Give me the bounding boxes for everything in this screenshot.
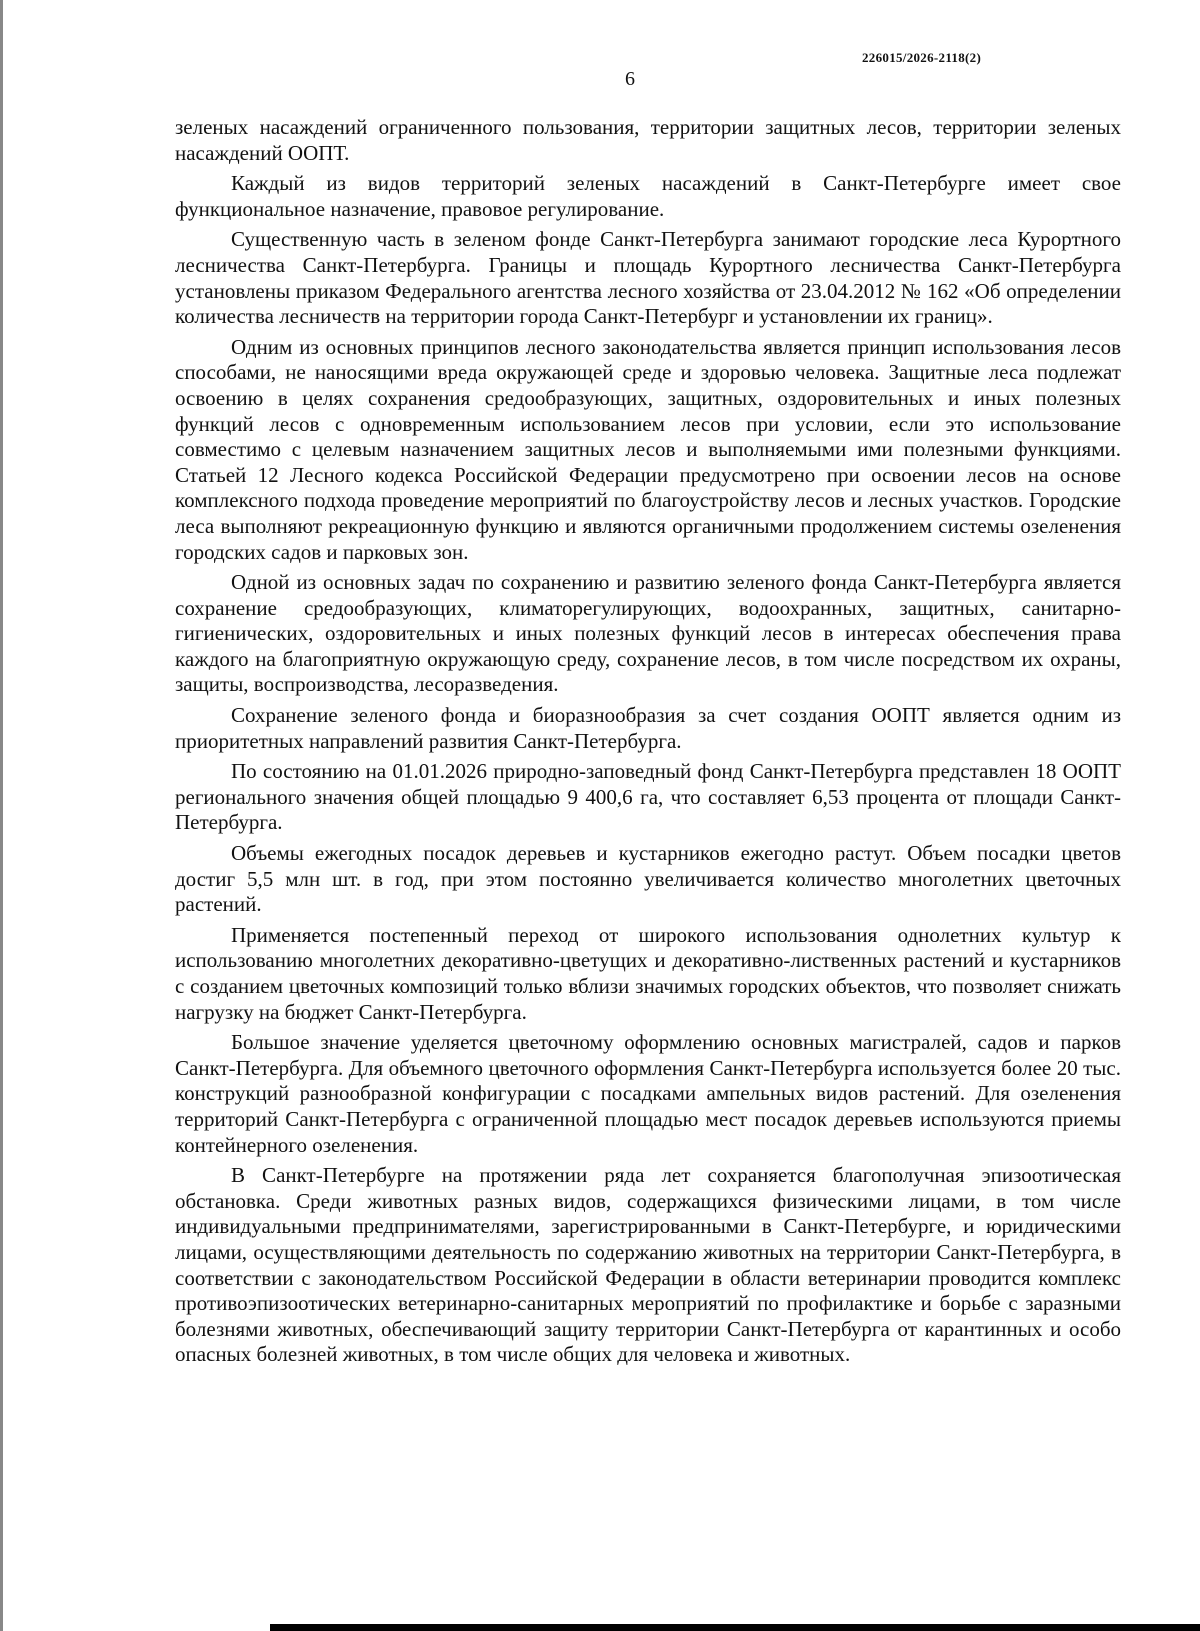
paragraph: Одним из основных принципов лесного законодательства является принцип использования лесов способами, не наносящими вреда окружающей среде и здоровью человека. Защитные леса подлежат освоению в целях сохранения средообразующих, защитных, оздоровительных и иных полезных функций лесов с одновременным использованием лесов при условии, если это использование совместимо с целевым назначением защитных лесов и выполняемыми ими полезными функциями. Статьей 12 Лесного кодекса Российской Федерации предусмотрено при освоении лесов на основе комплексного подхода проведение мероприятий по благоустройству лесов и лесных участков. Городские леса выполняют рекреационную функцию и являются органичными продолжением системы озеленения городских садов и парковых зон.: [175, 334, 1121, 564]
scan-edge-bottom: [270, 1624, 1200, 1631]
paragraph: Объемы ежегодных посадок деревьев и кустарников ежегодно растут. Объем посадки цветов достиг 5,5 млн шт. в год, при этом постоянно увеличивается количество многолетних цветочных растений.: [175, 841, 1121, 917]
paragraph: Каждый из видов территорий зеленых насаждений в Санкт-Петербурге имеет свое функциональное назначение, правовое регулирование.: [175, 171, 1121, 221]
document-registration-number: 226015/2026-2118(2): [862, 50, 982, 65]
paragraph-continued: зеленых насаждений ограниченного пользования, территории защитных лесов, территории зеленых насаждений ООПТ.: [175, 115, 1121, 165]
paragraph: По состоянию на 01.01.2026 природно-заповедный фонд Санкт-Петербурга представлен 18 ООПТ регионального значения общей площадью 9 400,6 га, что составляет 6,53 процента от площади Санкт-Петербурга.: [175, 759, 1121, 835]
paragraph: Существенную часть в зеленом фонде Санкт-Петербурга занимают городские леса Курортного лесничества Санкт-Петербурга. Границы и площадь Курортного лесничества Санкт-Петербурга установлены приказом Федерального агентства лесного хозяйства от 23.04.2012 № 162 «Об определении количества лесничеств на территории города Санкт-Петербург и установлении их границ».: [175, 227, 1121, 329]
scan-edge-left: [0, 0, 3, 1631]
document-body: [175, 115, 1121, 1368]
page-number: 6: [625, 68, 635, 90]
paragraph: В Санкт-Петербурге на протяжении ряда лет сохраняется благополучная эпизоотическая обстановка. Среди животных разных видов, содержащихся физическими лицами, в том числе индивидуальными предпринимателями, зарегистрированными в Санкт-Петербурге, и юридическими лицами, осуществляющими деятельность по содержанию животных на территории Санкт-Петербурга, в соответствии с законодательством Российской Федерации в области ветеринарии проводится комплекс противоэпизоотических ветеринарно-санитарных мероприятий по профилактике и борьбе с заразными болезнями животных, обеспечивающий защиту территории Санкт-Петербурга от карантинных и особо опасных болезней животных, в том числе общих для человека и животных.: [175, 1163, 1121, 1367]
paragraph: Одной из основных задач по сохранению и развитию зеленого фонда Санкт-Петербурга является сохранение средообразующих, климаторегулирующих, водоохранных, защитных, санитарно-гигиенических, оздоровительных и иных полезных функций лесов в интересах обеспечения права каждого на благоприятную окружающую среду, сохранение лесов, в том числе посредством их охраны, защиты, воспроизводства, лесоразведения.: [175, 570, 1121, 697]
paragraph: Применяется постепенный переход от широкого использования однолетних культур к использованию многолетних декоративно-цветущих и декоративно-лиственных растений и кустарников с созданием цветочных композиций только вблизи значимых городских объектов, что позволяет снижать нагрузку на бюджет Санкт-Петербурга.: [175, 922, 1121, 1024]
paragraph: Сохранение зеленого фонда и биоразнообразия за счет создания ООПТ является одним из приоритетных направлений развития Санкт-Петербурга.: [175, 703, 1121, 753]
paragraph: Большое значение уделяется цветочному оформлению основных магистралей, садов и парков Санкт-Петербурга. Для объемного цветочного оформления Санкт-Петербурга используется более 20 тыс. конструкций разнообразной конфигурации с посадками ампельных видов растений. Для озеленения территорий Санкт-Петербурга с ограниченной площадью мест посадок деревьев используются приемы контейнерного озеленения.: [175, 1030, 1121, 1157]
